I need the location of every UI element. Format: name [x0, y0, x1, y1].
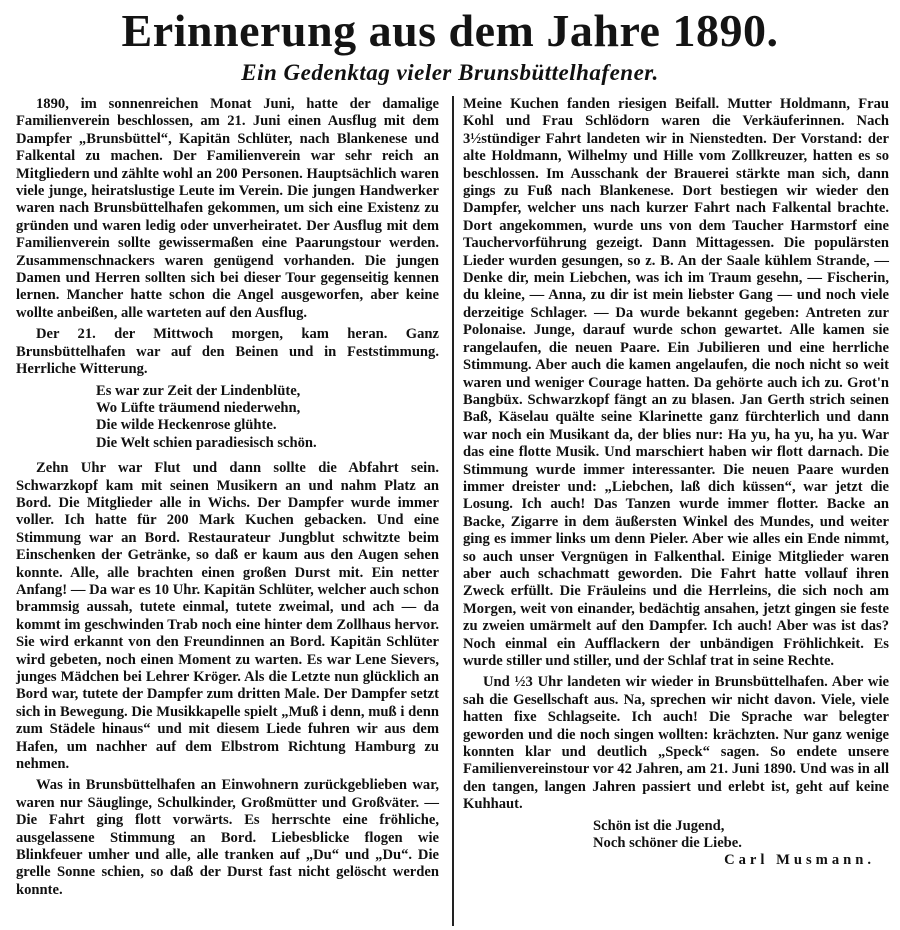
- paragraph: Zehn Uhr war Flut und dann sollte die Abfahrt sein. Schwarzkopf kam mit seinen Musikern an und nahm Platz an Bord. Die Mitglieder alle in Wichs. Der Dampfer wurde immer voller. Ich hatte für 200 Mark Kuchen gebacken. Und eine Stimmung war an Bord. Restaurateur Jungblut schwitzte beim Einschenken der Getränke, so daß er kaum aus den Augen sehen konnte. Alle, alle brachten einen großen Durst mit. Ein netter Anfang! — Da war es 10 Uhr. Kapitän Schlüter, welcher auch schon brammsig aussah, tutete einmal, tutete zweimal, und ach — da kommt im geschwinden Trab noch eine hinter dem Zollhaus hervor. Sie wird erkannt von den Freundinnen an Bord. Kapitän Schlüter wird gebeten, noch einen Moment zu warten. Es war Lene Sievers, junges Mädchen bei Lehrer Kröger. Als die Letzte nun glücklich an Bord war, tutete der Dampfer zum dritten Male. Der Dampfer setzt sich in Bewegung. Die Musikkapelle spielt „Muß i denn, muß i denn zum Städele hinaus“ und mit diesem Liede fuhren wir aus dem Hafen, um nachher auf dem Elbstrom Richtung Hamburg zu nehmen.: [16, 460, 439, 773]
- closing-verse: [593, 818, 889, 853]
- verse-line: Es war zur Zeit der Lindenblüte,: [96, 382, 301, 399]
- verse-line: Die wilde Heckenrose glühte.: [96, 417, 277, 434]
- paragraph: Was in Brunsbüttelhafen an Einwohnern zurückgeblieben war, waren nur Säuglinge, Schulkinder, Großmütter und Großväter. — Die Fahrt ging flott vorwärts. Es herrschte eine fröhliche, ausgelassene Stimmung an Bord. Liebesblicke flogen wie Blinkfeuer umher und alle, alle tranken auf „Du“ und „Du“. Die grelle Sonne schien, so daß der Durst fast nicht gelöscht werden konnte.: [16, 777, 439, 898]
- paragraph: Und ½3 Uhr landeten wir wieder in Brunsbüttelhafen. Aber wie sah die Gesellschaft aus. Na, sprechen wir nicht davon. Viele, viele hatten fixe Schlagseite. Ich auch! Die Sprache war belegter geworden und die noch singen wollten: krächzten. Nur ganz wenige konnten klar und deutlich „Speck“ sagen. So endete unsere Familienvereinstour vor 42 Jahren, am 21. Juni 1890. Und was in all den tangen, langen Jahren passiert und erlebt ist, geht auf keine Kuhhaut.: [463, 674, 889, 813]
- article-subtitle: Ein Gedenktag vieler Brunsbüttelhafener.: [241, 60, 659, 85]
- left-column: [16, 96, 439, 903]
- article-title: Erinnerung aus dem Jahre 1890.: [121, 5, 779, 56]
- column-divider: [452, 96, 454, 926]
- verse: [96, 383, 439, 453]
- verse-line: Noch schöner die Liebe.: [593, 835, 742, 852]
- verse-line: Wo Lüfte träumend niederwehn,: [96, 399, 301, 416]
- right-column: [463, 96, 889, 870]
- paragraph: Meine Kuchen fanden riesigen Beifall. Mutter Holdmann, Frau Kohl und Frau Schlödorn waren die Verkäuferinnen. Nach 3½stündiger Fahrt landeten wir in Nienstedten. Der Vorstand: der alte Holdmann, Wilhelmy und Hille vom Zollkreuzer, hatten es so beschlossen. Im Ausschank der Brauerei stärkte man sich, dann gings zu Fuß nach Blankenese. Dort bestiegen wir wieder den Dampfer, welcher uns nach kurzer Fahrt nach Falkental brachte. Dort angekommen, wurde uns von dem Taucher Harmstorf eine Tauchervorführung gezeigt. Dann Mittagessen. Die populärsten Lieder wurden gesungen, so z. B. An der Saale kühlem Strande, — Denke dir, mein Liebchen, was ich im Traum gesehn, — Fischerin, du kleine, — Anna, zu dir ist mein liebster Gang — und noch viele derzeitige Schlager. — Da wurde bekannt gegeben: Antreten zur Polonaise. Junge, darauf wurde schon gewartet. Alle kamen sie rangelaufen, die neuen Paare. Ein Jubilieren und eine herrliche Stimmung. Aber auch die kamen angelaufen, die noch nicht so weit waren und weniger Courage hatten. Da gehörte auch ich zu. Grot'n Bangbüx. Schwarzkopf fängt an zu blasen. Jan Gerth strich seinen Baß, Käselau quälte seine Klarinette ganz fürchterlich und dann war noch ein Musikant da, der blies nur: Ha yu, ha yu, ha yu. War das eine flotte Musik. Und marschiert haben wir flott darnach. Die Stimmung wurde immer interessanter. Die neuen Paare wurden immer dreister und: „Liebchen, laß dich küssen“, war jetzt die Losung. Ich auch! Das Tanzen wurde immer flotter. Backe an Backe, Zigarre in dem äußersten Winkel des Mundes, und weiter ging es immer links um denn Pieler. Aber wie alles ein Ende nimmt, so auch unser Vergnügen in Falkenthal. Einige Mitglieder waren aber auch schachmatt geworden. Die Fahrt hatte vollauf ihren Zweck erfüllt. Die Fräuleins und die Herrleins, die sich noch am Morgen, weit von einander, bedächtig ansahen, jetzt gingen sie feste zu zweien umärmelt auf den Dampfer. Ich auch! Aber was ist das? Noch einmal ein Aufflackern der unbändigen Fröhlichkeit. Es wurde stiller und stiller, und der Schlaf trat in seine Rechte.: [463, 96, 889, 669]
- paragraph: Der 21. der Mittwoch morgen, kam heran. Ganz Brunsbüttelhafen war auf den Beinen und in Feststimmung. Herrliche Witterung.: [16, 326, 439, 378]
- paragraph: 1890, im sonnenreichen Monat Juni, hatte der damalige Familienverein beschlossen, am 21. Juni einen Ausflug mit dem Dampfer „Brunsbüttel“, Kapitän Schlüter, nach Blankenese und Falkental zu machen. Der Familienverein war sehr reich an Mitgliedern und zählte wohl an 200 Personen. Hauptsächlich waren viele junge, heiratslustige Leute im Verein. Die jungen Handwerker waren nach Brunsbüttelhafen gekommen, um sich eine Existenz zu gründen und waren ledig oder unverheiratet. Der Ausflug mit dem Familienverein sollte gewissermaßen eine Paarungstour werden. Zusammenschnackers waren genügend vorhanden. Die jungen Damen und Herren sollten sich bei dieser Tour gegenseitig kennen lernen. Mancher hatte schon die Angel ausgeworfen, aber keine wollte anbeißen, alle warteten auf den Ausflug.: [16, 96, 439, 321]
- verse-line: Schön ist die Jugend,: [593, 817, 725, 834]
- author-signature: Carl Musmann.: [724, 852, 875, 869]
- verse-line: Die Welt schien paradiesisch schön.: [96, 434, 317, 451]
